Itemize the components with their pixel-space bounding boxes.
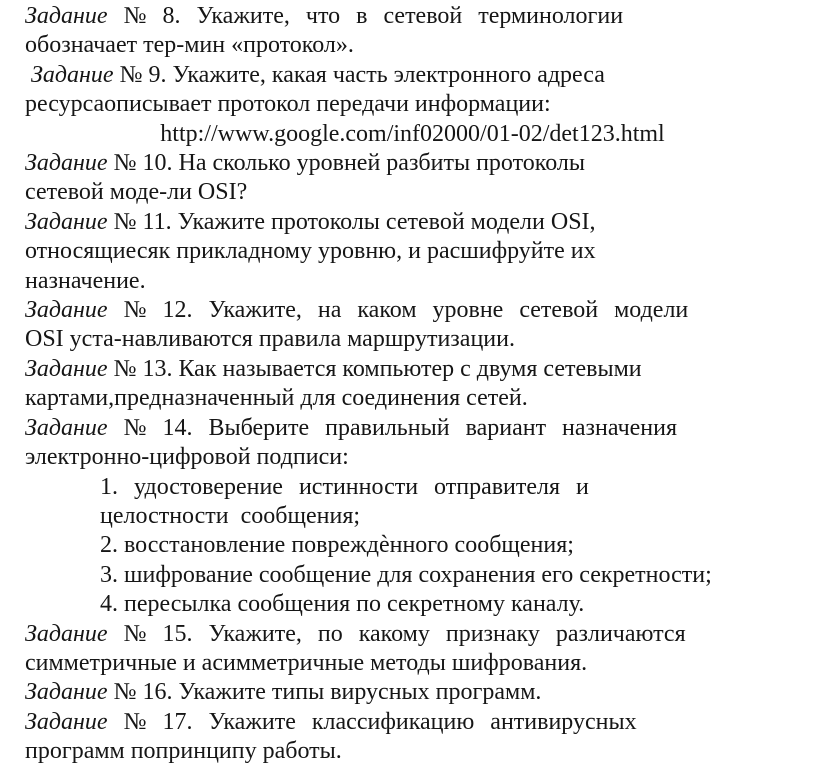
task-label-italic: Задание xyxy=(25,61,114,88)
text-line: Задание № 12. Укажите, на каком уровне сетевой модели xyxy=(25,297,689,324)
text-line: картами,предназначенный для соединения сетей. xyxy=(25,385,528,412)
text-line: назначение. xyxy=(25,267,146,294)
task-label-italic: Задание xyxy=(25,355,108,382)
text-line: электронно-цифровой подписи: xyxy=(25,444,349,471)
task-label-italic: Задание xyxy=(25,620,108,647)
text-line: 1. удостоверение истинности отправителя и xyxy=(100,473,589,500)
task-label-italic: Задание xyxy=(25,150,108,177)
text-line: сетевой моде-ли OSI? xyxy=(25,179,248,206)
text-line: 4. пересылка сообщения по секретному каналу. xyxy=(100,591,585,618)
task-label-italic: Задание xyxy=(25,208,108,235)
text-line: ресурсаописывает протокол передачи информации: xyxy=(25,91,551,118)
text-line: 2. восстановление повреждѐнного сообщения; xyxy=(100,532,574,559)
task-label-italic: Задание xyxy=(25,3,108,29)
text-line: Задание № 16. Укажите типы вирусных программ. xyxy=(25,679,542,706)
text-line: программ попринципу работы. xyxy=(25,738,342,765)
text-line: обозначает тер-мин «протокол». xyxy=(25,32,354,59)
text-line: Задание № 14. Выберите правильный вариант назначения xyxy=(25,414,678,441)
text-line: относящиесяк прикладному уровню, и расшифруйте их xyxy=(25,238,596,265)
text-block xyxy=(25,2,800,766)
text-line: Задание № 9. Укажите, какая часть электронного адреса xyxy=(25,61,605,88)
text-line: Задание № 15. Укажите, по какому признаку различаются xyxy=(25,620,686,647)
task-label-italic: Задание xyxy=(25,708,108,735)
text-line: Задание № 11. Укажите протоколы сетевой модели OSI, xyxy=(25,208,596,235)
text-line: 3. шифрование сообщение для сохранения его секретности; xyxy=(100,561,712,588)
text-line: Задание № 8. Укажите, что в сетевой терминологии xyxy=(25,3,624,29)
text-line: Задание № 13. Как называется компьютер с двумя сетевыми xyxy=(25,355,642,382)
task-label-italic: Задание xyxy=(25,679,108,706)
text-line: Задание № 10. На сколько уровней разбиты протоколы xyxy=(25,150,586,177)
task-label-italic: Задание xyxy=(25,414,108,441)
text-line: Задание № 17. Укажите классификацию антивирусных xyxy=(25,708,637,735)
text-line: OSI уста-навливаются правила маршрутизации. xyxy=(25,326,515,353)
text-line: http://www.google.com/inf02000/01-02/det123.html xyxy=(160,120,665,147)
text-line: целостности сообщения; xyxy=(100,502,361,529)
text-line: симметричные и асимметричные методы шифрования. xyxy=(25,649,588,676)
task-label-italic: Задание xyxy=(25,297,108,324)
